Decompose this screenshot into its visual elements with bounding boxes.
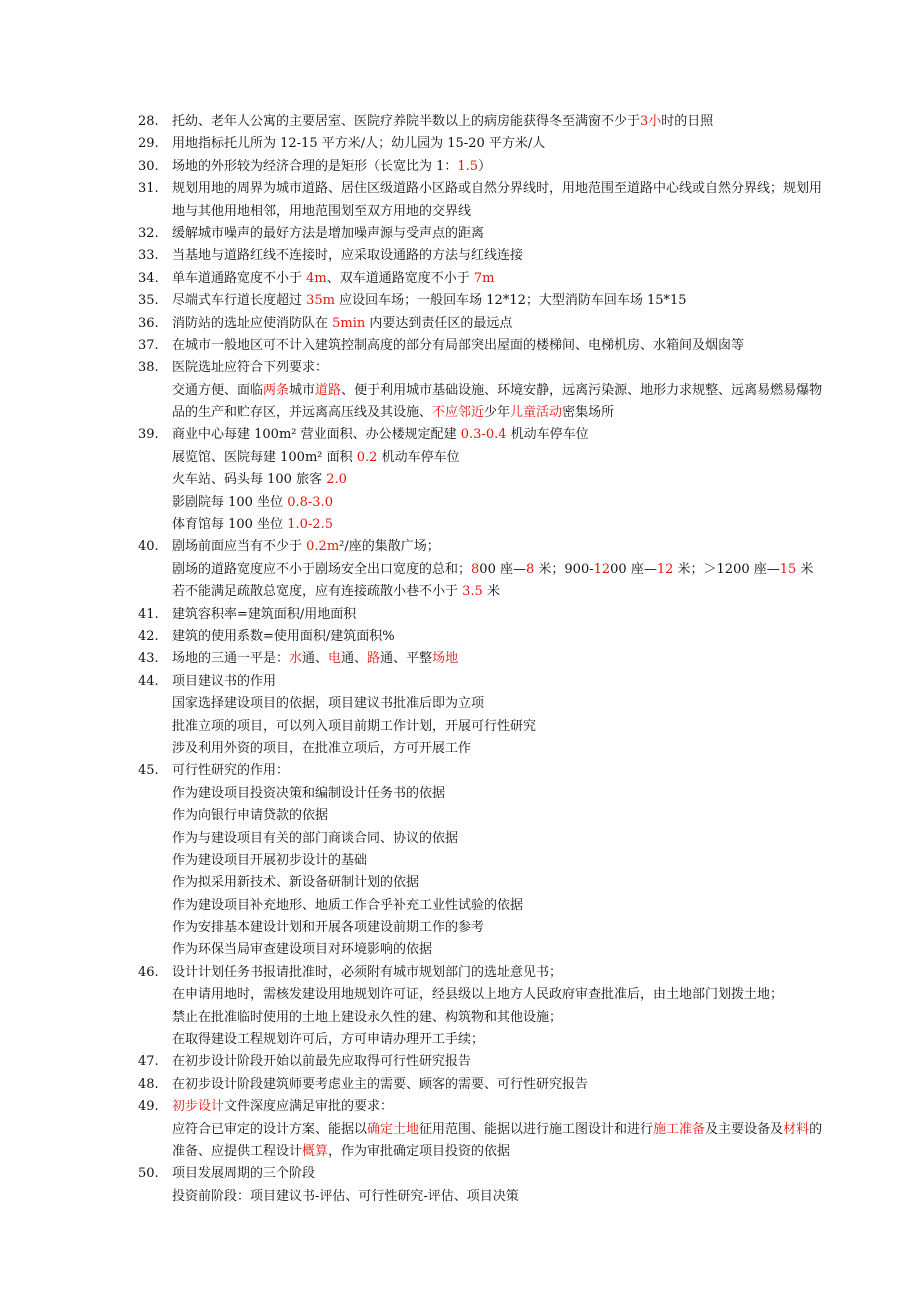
line-text <box>172 290 878 312</box>
line-text <box>172 872 878 894</box>
line-text <box>172 783 878 805</box>
item-number: 49. <box>138 1099 159 1115</box>
text-segment: ） <box>478 158 492 174</box>
document-line <box>138 716 878 738</box>
document-line <box>138 402 878 424</box>
text-segment: 文件深度应满足审批的要求： <box>224 1099 394 1115</box>
line-text <box>172 380 878 402</box>
document-line <box>138 917 878 939</box>
highlighted-text: 确定土地 <box>367 1121 420 1137</box>
line-text <box>172 492 878 514</box>
line-text <box>172 738 878 760</box>
line-text <box>172 133 878 155</box>
document-line <box>138 648 878 670</box>
line-text <box>172 648 878 670</box>
item-number: 29. <box>138 136 159 152</box>
text-segment: 、便于利用城市基础设施、环境安静，远离污染源、地形力求规整、远离易燃易爆物 <box>341 382 823 398</box>
text-segment: 在初步设计阶段建筑师要考虑业主的需要、顾客的需要、可行性研究报告 <box>172 1076 589 1092</box>
line-text <box>172 984 878 1006</box>
text-segment: 设计计划任务书报请批准时，必须附有城市规划部门的选址意见书； <box>172 964 563 980</box>
text-segment: 00 座— <box>610 561 657 577</box>
document-line <box>138 1096 878 1118</box>
line-text <box>172 536 878 558</box>
document-line <box>138 760 878 782</box>
highlighted-text: 2.0 <box>326 472 347 488</box>
text-segment: 米 <box>482 584 500 600</box>
line-text <box>172 1029 878 1051</box>
text-segment: 应符合已审定的设计方案、能据以 <box>172 1121 368 1137</box>
line-text <box>172 469 878 491</box>
line-text <box>172 111 878 133</box>
document-line <box>138 133 878 155</box>
document-line <box>138 447 878 469</box>
text-segment: 火车站、码头每 100 旅客 <box>172 472 327 488</box>
text-segment: 密集场所 <box>562 405 615 421</box>
highlighted-text: 概算 <box>302 1143 329 1159</box>
document-line <box>138 984 878 1006</box>
item-number: 31. <box>138 181 159 197</box>
item-number: 34. <box>138 270 159 286</box>
item-number: 32. <box>138 225 159 241</box>
text-segment: 体育馆每 100 坐位 <box>172 517 288 533</box>
document-line <box>138 1186 878 1208</box>
numbered-list <box>138 111 878 1208</box>
text-segment: 通、 <box>341 651 368 667</box>
text-segment: 尽端式车行道长度超过 <box>172 293 307 309</box>
item-number: 50. <box>138 1166 159 1182</box>
highlighted-text: 8 <box>525 561 535 577</box>
highlighted-text: 5min <box>332 315 366 331</box>
text-segment: 00 座— <box>479 561 526 577</box>
highlighted-text: 3.5 <box>462 584 483 600</box>
line-text <box>172 1051 878 1073</box>
line-text <box>172 671 878 693</box>
document-line <box>138 962 878 984</box>
document-line <box>138 290 878 312</box>
document-line <box>138 1141 878 1163</box>
text-segment: 米；900- <box>534 561 594 577</box>
document-line <box>138 201 878 223</box>
highlighted-text: 0.2 <box>356 449 378 465</box>
line-text <box>172 156 878 178</box>
text-segment: 作为环保当局审查建设项目对环境影响的依据 <box>172 942 433 958</box>
line-text <box>172 313 878 335</box>
text-segment: 作为建设项目投资决策和编制设计任务书的依据 <box>172 785 446 801</box>
highlighted-text: 初步设计 <box>172 1099 225 1115</box>
item-number: 38. <box>138 360 159 376</box>
document-line <box>138 828 878 850</box>
text-segment: 作为安排基本建设计划和开展各项建设前期工作的参考 <box>172 920 485 936</box>
text-segment: 通、平整 <box>380 651 433 667</box>
text-segment: 剧场的道路宽度应不小于剧场安全出口宽度的总和； <box>172 561 472 577</box>
highlighted-text: 儿童活动 <box>510 405 563 421</box>
document-line <box>138 559 878 581</box>
line-text <box>172 335 878 357</box>
text-segment: 用地指标托儿所为 12-15 平方米/人；幼儿园为 15-20 平方米/人 <box>172 136 546 152</box>
text-segment: 剧场前面应当有不少于 <box>172 539 307 555</box>
text-segment: 作为建设项目开展初步设计的基础 <box>172 852 368 868</box>
text-segment: 应设回车场；一般回车场 12*12；大型消防车回车场 15*15 <box>335 293 687 309</box>
text-segment: 若不能满足疏散总宽度，应有连接疏散小巷不小于 <box>172 584 463 600</box>
item-number: 36. <box>138 315 159 331</box>
item-number: 33. <box>138 248 159 264</box>
highlighted-text: 12 <box>656 561 674 577</box>
text-segment: 品的生产和贮存区，并远离高压线及其设施、 <box>172 405 433 421</box>
line-text <box>172 805 878 827</box>
text-segment: 在取得建设工程规划许可后，方可申请办理开工手续； <box>172 1032 485 1048</box>
text-segment: ，作为审批确定项目投资的依据 <box>328 1143 511 1159</box>
document-line <box>138 1163 878 1185</box>
document-line <box>138 693 878 715</box>
text-segment: 项目发展周期的三个阶段 <box>172 1166 316 1182</box>
text-segment: 消防站的选址应使消防队在 <box>172 315 333 331</box>
document-line <box>138 671 878 693</box>
text-segment: 场地的三通一平是： <box>172 651 290 667</box>
document-line <box>138 357 878 379</box>
document-line <box>138 1007 878 1029</box>
line-text <box>172 895 878 917</box>
line-text <box>172 760 878 782</box>
text-segment: 机动车停车位 <box>377 449 460 465</box>
text-segment: 通、 <box>302 651 329 667</box>
document-line <box>138 626 878 648</box>
text-segment: 展览馆、医院每建 100m² 面积 <box>172 449 357 465</box>
text-segment: 及主要设备及 <box>705 1121 784 1137</box>
highlighted-text: 电 <box>328 651 342 667</box>
line-text <box>172 1007 878 1029</box>
document-line <box>138 245 878 267</box>
line-text <box>172 178 878 200</box>
text-segment: 涉及利用外资的项目，在批准立项后，方可开展工作 <box>172 740 472 756</box>
highlighted-text: 路 <box>367 651 381 667</box>
text-segment: 项目建议书的作用 <box>172 673 277 689</box>
item-number: 28. <box>138 114 159 129</box>
line-text <box>172 716 878 738</box>
line-text <box>172 604 878 626</box>
text-segment: 交通方便、面临 <box>172 382 264 398</box>
document-line <box>138 111 878 133</box>
text-segment: 在初步设计阶段开始以前最先应取得可行性研究报告 <box>172 1054 472 1070</box>
document-line <box>138 514 878 536</box>
item-number: 44. <box>138 673 159 689</box>
item-number: 47. <box>138 1054 159 1070</box>
item-number: 45. <box>138 763 159 779</box>
line-text <box>172 1119 878 1141</box>
document-line <box>138 223 878 245</box>
line-text <box>172 1186 878 1208</box>
text-segment: 规划用地的周界为城市道路、居住区级道路小区路或自然分界线时，用地范围至道路中心线或自然分界线；规划用 <box>172 181 823 197</box>
line-text <box>172 201 878 223</box>
line-text <box>172 939 878 961</box>
document-line <box>138 424 878 446</box>
item-number: 39. <box>138 427 159 443</box>
highlighted-text: 施工准备 <box>653 1121 706 1137</box>
document-line <box>138 1029 878 1051</box>
text-segment: 地与其他用地相邻，用地范围划至双方用地的交界线 <box>172 203 472 219</box>
item-number: 40. <box>138 539 159 555</box>
highlighted-text: 35m <box>306 293 336 309</box>
highlighted-text: 7m <box>473 270 495 286</box>
text-segment: 在城市一般地区可不计入建筑控制高度的部分有局部突出屋面的楼梯间、电梯机房、水箱间及烟囱等 <box>172 337 745 353</box>
line-text <box>172 850 878 872</box>
line-text <box>172 1141 878 1163</box>
line-text <box>172 223 878 245</box>
line-text <box>172 1096 878 1118</box>
document-line <box>138 783 878 805</box>
text-segment: 城市 <box>289 382 316 398</box>
document-line <box>138 156 878 178</box>
line-text <box>172 559 878 581</box>
highlighted-text: 15 <box>779 561 797 577</box>
text-segment: 当基地与道路红线不连接时，应采取设通路的方法与红线连接 <box>172 248 524 264</box>
text-segment: 单车道通路宽度不小于 <box>172 270 307 286</box>
document-line <box>138 1074 878 1096</box>
text-segment: 机动车停车位 <box>506 427 589 443</box>
item-number: 43. <box>138 651 159 667</box>
text-segment: 缓解城市噪声的最好方法是增加噪声源与受声点的距离 <box>172 225 485 241</box>
text-segment: 医院选址应符合下列要求： <box>172 360 329 376</box>
text-segment: 禁止在批准临时使用的土地上建设永久性的建、构筑物和其他设施； <box>172 1009 563 1025</box>
text-segment: 投资前阶段：项目建议书-评估、可行性研究-评估、项目决策 <box>172 1188 519 1204</box>
text-segment: 作为建设项目补充地形、地质工作合乎补充工业性试验的依据 <box>172 897 524 913</box>
text-segment: 内要达到责任区的最远点 <box>365 315 513 331</box>
line-text <box>172 917 878 939</box>
line-text <box>172 1074 878 1096</box>
text-segment: 少年 <box>484 405 511 421</box>
text-segment: 商业中心每建 100m² 营业面积、办公楼规定配建 <box>172 427 461 443</box>
text-segment: 时的日照 <box>661 114 714 129</box>
line-text <box>172 828 878 850</box>
highlighted-text: 4m <box>306 270 327 286</box>
highlighted-text: 0.8-3.0 <box>287 494 333 510</box>
highlighted-text: 0.3-0.4 <box>460 427 507 443</box>
line-text <box>172 447 878 469</box>
line-text <box>172 1163 878 1185</box>
text-segment: 国家选择建设项目的依据，项目建议书批准后即为立项 <box>172 696 485 712</box>
text-segment: 米；＞1200 座— <box>673 561 780 577</box>
item-number: 35. <box>138 293 159 309</box>
text-segment: 建筑的使用系数=使用面积/建筑面积% <box>172 628 395 644</box>
item-number: 37. <box>138 337 159 353</box>
document-line <box>138 536 878 558</box>
text-segment: 作为拟采用新技术、新设备研制计划的依据 <box>172 875 420 891</box>
highlighted-text: 8 <box>471 561 480 577</box>
highlighted-text: 水 <box>289 651 303 667</box>
document-line <box>138 469 878 491</box>
line-text <box>172 424 878 446</box>
text-segment: 作为向银行申请贷款的依据 <box>172 808 329 824</box>
text-segment: 建筑容积率=建筑面积/用地面积 <box>172 606 357 622</box>
document-line <box>138 738 878 760</box>
highlighted-text: 12 <box>593 561 611 577</box>
text-segment: 可行性研究的作用： <box>172 763 290 779</box>
text-segment: 影剧院每 100 坐位 <box>172 494 288 510</box>
document-line <box>138 380 878 402</box>
item-number: 42. <box>138 628 159 644</box>
document-line <box>138 939 878 961</box>
text-segment: 托幼、老年人公寓的主要居室、医院疗养院半数以上的病房能获得冬至满窗不少于 <box>172 114 641 129</box>
text-segment: 米 <box>796 561 814 577</box>
text-segment: 场地的外形较为经济合理的是矩形（长宽比为 1： <box>172 158 458 174</box>
document-line <box>138 178 878 200</box>
line-text <box>172 357 878 379</box>
document-line <box>138 805 878 827</box>
highlighted-text: 两条 <box>263 382 290 398</box>
highlighted-text: 1.0-2.5 <box>287 517 333 533</box>
highlighted-text: 道路 <box>315 382 342 398</box>
highlighted-text: 3小 <box>640 114 662 129</box>
document-line <box>138 850 878 872</box>
item-number: 48. <box>138 1076 159 1092</box>
text-segment: 、双车道通路宽度不小于 <box>326 270 474 286</box>
highlighted-text: 场地 <box>432 651 459 667</box>
text-segment: 作为与建设项目有关的部门商谈合同、协议的依据 <box>172 830 459 846</box>
document-line <box>138 872 878 894</box>
text-segment: 批准立项的项目，可以列入项目前期工作计划，开展可行性研究 <box>172 718 537 734</box>
line-text <box>172 268 878 290</box>
document-line <box>138 268 878 290</box>
document-line <box>138 1051 878 1073</box>
line-text <box>172 514 878 536</box>
text-segment: 的 <box>809 1121 823 1137</box>
item-number: 30. <box>138 158 159 174</box>
document-line <box>138 335 878 357</box>
line-text <box>172 581 878 603</box>
highlighted-text: 不应邻近 <box>432 405 485 421</box>
text-segment: 在申请用地时，需核发建设用地规划许可证，经县级以上地方人民政府审查批准后，由土地部门划拨土地； <box>172 987 784 1003</box>
line-text <box>172 402 878 424</box>
line-text <box>172 626 878 648</box>
highlighted-text: 材料 <box>783 1121 810 1137</box>
document-line <box>138 604 878 626</box>
line-text <box>172 962 878 984</box>
text-segment: ²/座的集散广场； <box>339 539 440 555</box>
item-number: 41. <box>138 606 159 622</box>
document-line <box>138 581 878 603</box>
line-text <box>172 693 878 715</box>
document-line <box>138 313 878 335</box>
highlighted-text: 0.2m <box>306 539 340 555</box>
document-line <box>138 492 878 514</box>
text-segment: 征用范围、能据以进行施工图设计和进行 <box>419 1121 654 1137</box>
highlighted-text: 1.5 <box>457 158 479 174</box>
text-segment: 准备、应提供工程设计 <box>172 1143 303 1159</box>
item-number: 46. <box>138 964 159 980</box>
document-line <box>138 1119 878 1141</box>
line-text <box>172 245 878 267</box>
document-line <box>138 895 878 917</box>
